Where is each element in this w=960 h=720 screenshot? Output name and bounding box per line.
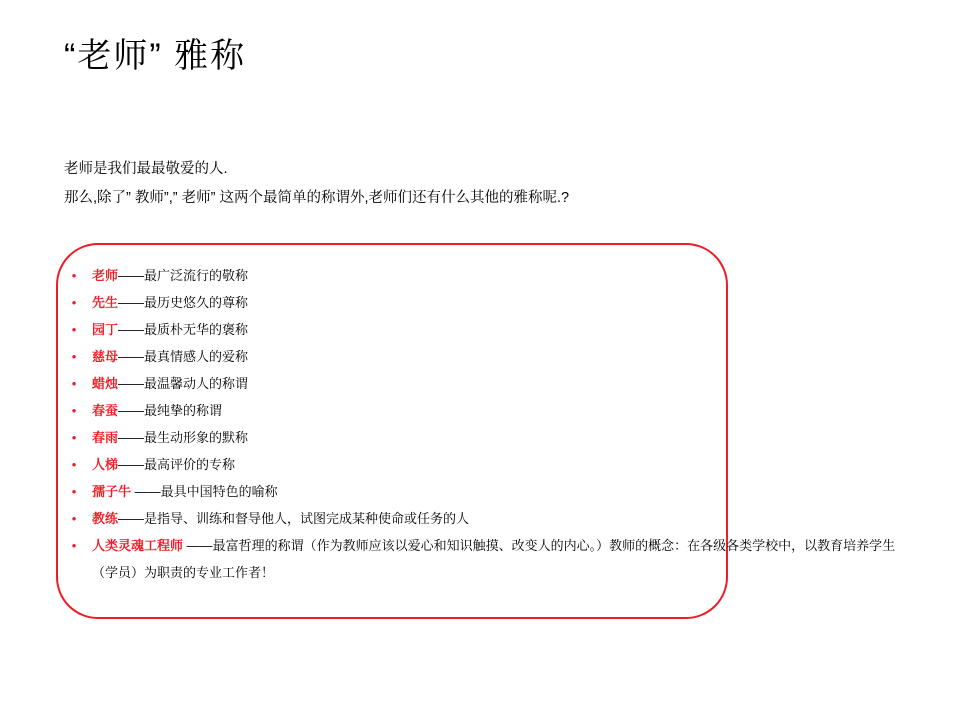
bullet-icon: • <box>71 268 77 283</box>
nickname-term: 人梯 <box>92 457 119 472</box>
nickname-desc: ——最质朴无华的褒称 <box>118 322 249 337</box>
nickname-term: 园丁 <box>92 322 119 337</box>
nickname-desc: ——最高评价的专称 <box>118 457 236 472</box>
intro-block <box>64 155 904 213</box>
list-item <box>56 478 896 505</box>
list-item <box>56 505 896 532</box>
list-item-body <box>92 397 896 424</box>
bullet-icon: • <box>71 484 77 499</box>
list-item <box>56 451 896 478</box>
nickname-desc: ——最广泛流行的敬称 <box>118 268 249 283</box>
list-item-body <box>92 289 896 316</box>
list-item-body <box>92 316 896 343</box>
nickname-desc: ——最温馨动人的称谓 <box>118 376 249 391</box>
bullet-icon: • <box>71 376 77 391</box>
list-item-body <box>92 343 896 370</box>
nickname-term: 人类灵魂工程师 <box>92 538 184 553</box>
intro-line-1: 老师是我们最最敬爱的人. <box>64 161 228 177</box>
list-item-body <box>92 262 896 289</box>
list-item <box>56 424 896 451</box>
nickname-desc: ——最生动形象的默称 <box>118 430 249 445</box>
nickname-list <box>56 262 896 586</box>
list-item <box>56 343 896 370</box>
bullet-icon: • <box>71 322 77 337</box>
nickname-term: 孺子牛 <box>92 484 132 499</box>
list-item <box>56 370 896 397</box>
list-item <box>56 397 896 424</box>
nickname-desc: ——最富哲理的称谓（作为教师应该以爱心和知识触摸、改变人的内心。）教师的概念：在各级各类学校中，以教育培养学生（学员）为职责的专业工作者！ <box>92 538 896 580</box>
list-item-body <box>92 370 896 397</box>
bullet-icon: • <box>71 403 77 418</box>
nickname-term: 春蚕 <box>92 403 119 418</box>
bullet-icon: • <box>71 349 77 364</box>
list-item-body <box>92 424 896 451</box>
nickname-desc: ——最具中国特色的喻称 <box>131 484 278 499</box>
nickname-term: 春雨 <box>92 430 119 445</box>
list-item-body <box>92 505 896 532</box>
nickname-term: 慈母 <box>92 349 119 364</box>
list-item <box>56 316 896 343</box>
list-item-body <box>92 478 896 505</box>
bullet-icon: • <box>71 430 77 445</box>
page-title: “老师” 雅称 <box>64 37 247 75</box>
nickname-term: 先生 <box>92 295 119 310</box>
nickname-term: 蜡烛 <box>92 376 119 391</box>
bullet-icon: • <box>71 511 77 526</box>
nickname-desc: ——最纯挚的称谓 <box>118 403 223 418</box>
nickname-desc: ——是指导、训练和督导他人，试图完成某种使命或任务的人 <box>118 511 470 526</box>
list-item-body <box>92 451 896 478</box>
nickname-term: 老师 <box>92 268 119 283</box>
bullet-icon: • <box>71 457 77 472</box>
intro-line-2: 那么,除了” 教师”,” 老师” 这两个最简单的称谓外,老师们还有什么其他的雅称呢.? <box>64 190 570 206</box>
bullet-icon: • <box>71 295 77 310</box>
list-item-body <box>92 532 896 586</box>
list-item <box>56 532 896 586</box>
nickname-desc: ——最真情感人的爱称 <box>118 349 249 364</box>
list-item <box>56 262 896 289</box>
nickname-term: 教练 <box>92 511 119 526</box>
bullet-icon: • <box>71 538 77 553</box>
list-item <box>56 289 896 316</box>
nickname-desc: ——最历史悠久的尊称 <box>118 295 249 310</box>
